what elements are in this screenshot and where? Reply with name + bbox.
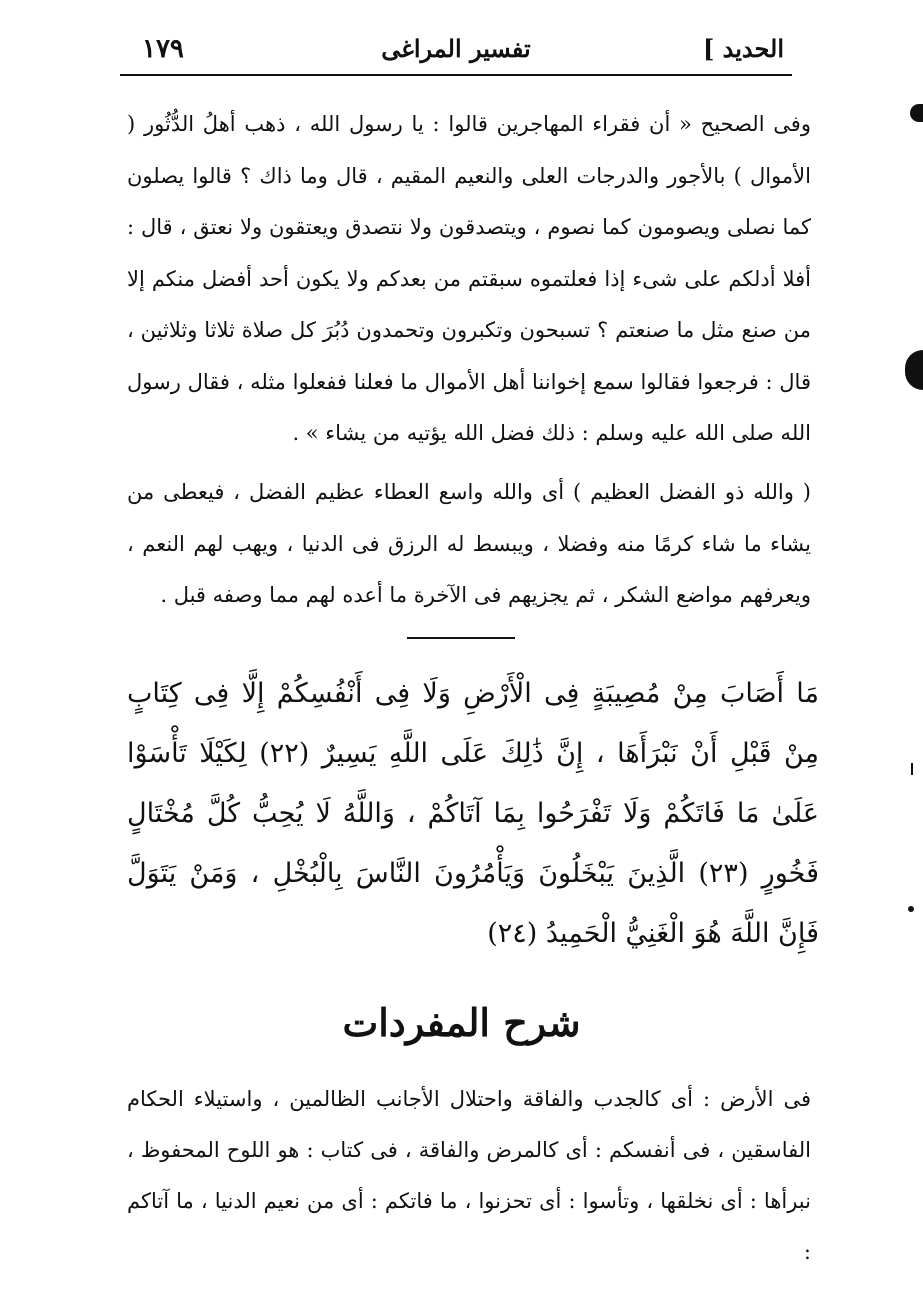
scan-edge-mark	[910, 104, 923, 122]
scan-edge-mark	[911, 763, 913, 775]
page-number: ١٧٩	[142, 34, 184, 64]
page-header	[120, 28, 792, 78]
quran-verse: مَا أَصَابَ مِنْ مُصِيبَةٍ فِى الْأَرْضِ وَلَا فِى أَنْفُسِكُمْ إِلَّا فِى كِتَابٍ مِنْ قَبْلِ أَنْ نَبْرَأَهَا ، إِنَّ ذَٰلِكَ عَلَى اللَّهِ يَسِيرٌ (٢٢) لِكَيْلَا تَأْسَوْا عَلَىٰ مَا فَاتَكُمْ وَلَا تَفْرَحُوا بِمَا آتَاكُمْ ، وَاللَّهُ لَا يُحِبُّ كُلَّ مُخْتَالٍ فَخُورٍ (٢٣) الَّذِينَ يَبْخَلُونَ وَيَأْمُرُونَ النَّاسَ بِالْبُخْلِ ، وَمَنْ يَتَوَلَّ فَإِنَّ اللَّهَ هُوَ الْغَنِيُّ الْحَمِيدُ (٢٤)	[127, 678, 819, 949]
chapter-name: الحديد ]	[702, 34, 784, 63]
section-title: شرح المفردات	[342, 1000, 581, 1045]
scan-edge-mark	[905, 350, 923, 390]
header-rule	[120, 74, 792, 76]
scan-edge-mark	[908, 906, 914, 912]
section-divider	[407, 637, 515, 639]
running-title: تفسير المراغى	[381, 34, 531, 63]
vocabulary-paragraph: فى الأرض : أى كالجدب والفاقة واحتلال الأجانب الظالمين ، واستيلاء الحكام الفاسقين ، فى أنفسكم : أى كالمرض والفاقة ، فى كتاب : هو اللوح المحفوظ ، نبرأها : أى نخلقها ، وتأسوا : أى تحزنوا ، ما فاتكم : أى من نعيم الدنيا ، ما آتاكم :	[127, 1087, 811, 1264]
commentary-paragraph: ( والله ذو الفضل العظيم ) أى والله واسع العطاء عظيم الفضل ، فيعطى من يشاء ما شاء كرمًا منه وفضلا ، ويبسط له الرزق فى الدنيا ، ويهب لهم النعم ، ويعرفهم مواضع الشكر ، ثم يجزيهم فى الآخرة ما أعده لهم مما وصفه قبل .	[127, 480, 811, 607]
hadith-paragraph: وفى الصحيح « أن فقراء المهاجرين قالوا : يا رسول الله ، ذهب أهلُ الدُّثُور ( الأموال ) بالأجور والدرجات العلى والنعيم المقيم ، قال وما ذاك ؟ قالوا يصلون كما نصلى ويصومون كما نصوم ، ويتصدقون ولا نتصدق ويعتقون ولا نعتق ، قال : أفلا أدلكم على شىء إذا فعلتموه سبقتم من بعدكم ولا يكون أحد أفضل منكم إلا من صنع مثل ما صنعتم ؟ تسبحون وتكبرون وتحمدون دُبُرَ كل صلاة ثلاثا وثلاثين ، قال : فرجعوا فقالوا سمع إخواننا أهل الأموال ما فعلنا ففعلوا مثله ، فقال رسول الله صلى الله عليه وسلم : ذلك فضل الله يؤتيه من يشاء » .	[127, 112, 811, 445]
